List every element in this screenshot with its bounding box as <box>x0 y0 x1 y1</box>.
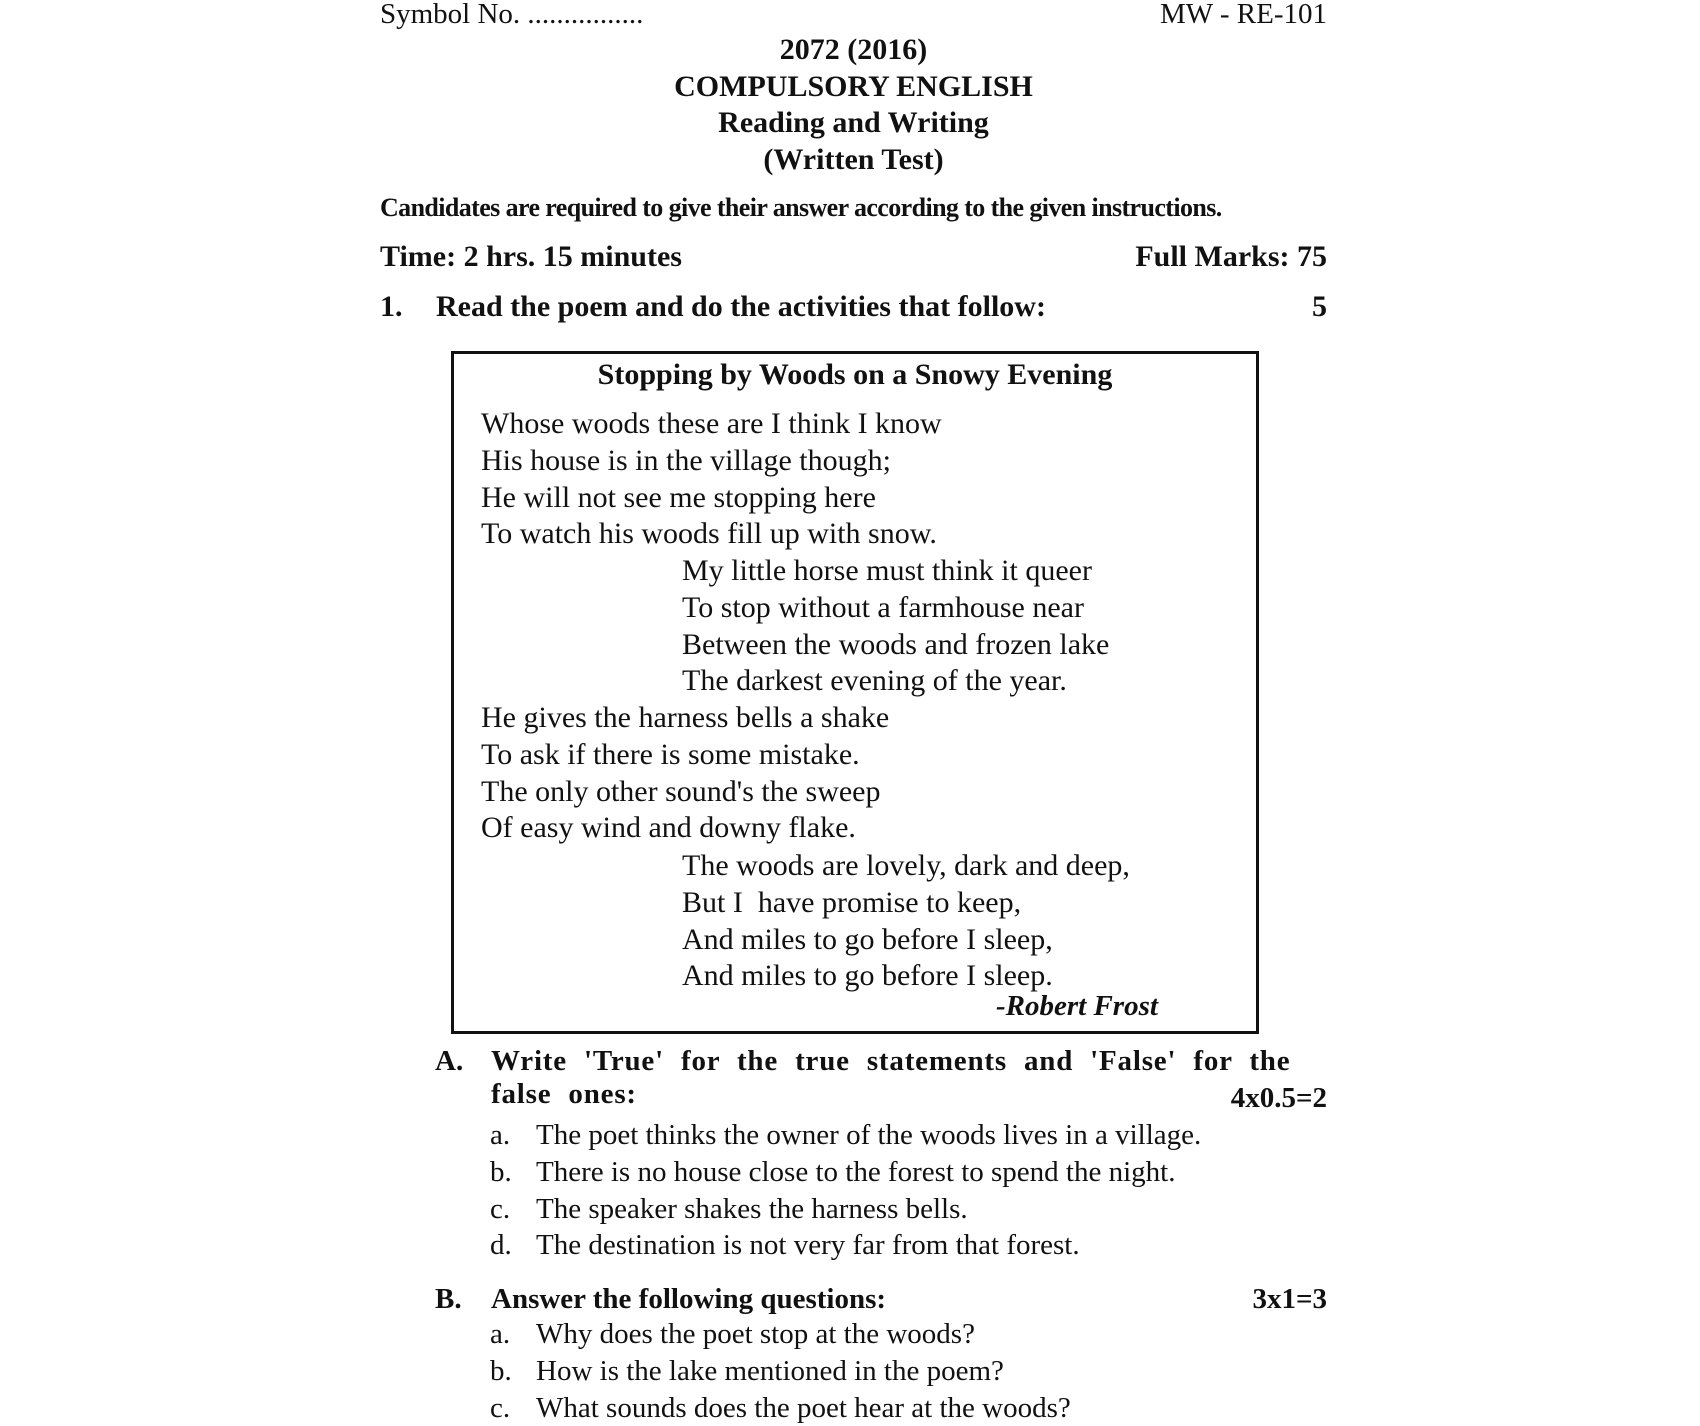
list-item <box>490 1227 1201 1264</box>
item-letter: a. <box>490 1318 511 1350</box>
poem-title: Stopping by Woods on a Snowy Evening <box>597 358 1113 391</box>
poem-line: Between the woods and frozen lake <box>682 627 1110 661</box>
item-letter: b. <box>490 1354 512 1387</box>
poem-line: To watch his woods fill up with snow. <box>481 517 937 551</box>
item-letter: a. <box>490 1119 511 1151</box>
poem-line: His house is in the village though; <box>481 443 891 477</box>
time-marks-row <box>380 240 1327 274</box>
section-instruction: Answer the following questions: <box>491 1283 887 1315</box>
general-instructions: Candidates are required to give their answer according to the given instructions. <box>380 193 1222 222</box>
poem-stanza <box>481 700 889 847</box>
paper-code: MW - RE-101 <box>1159 0 1327 30</box>
poem-line: He gives the harness bells a shake <box>481 701 890 734</box>
poem-author: -Robert Frost <box>996 990 1158 1022</box>
section-a-heading <box>435 1045 1327 1125</box>
paper-title: Reading and Writing <box>718 106 989 139</box>
poem-line: But I have promise to keep, <box>682 885 1022 919</box>
poem-line: Of easy wind and downy flake. <box>481 811 856 845</box>
poem-line: And miles to go before I sleep, <box>682 922 1053 956</box>
section-b-items <box>490 1316 1071 1426</box>
section-instruction: Write 'True' for the true statements and 'False' for the false ones: <box>491 1045 1291 1110</box>
poem-line: To ask if there is some mistake. <box>481 737 860 771</box>
list-item <box>490 1353 1071 1390</box>
question-marks: 5 <box>1312 290 1327 323</box>
poem-line: He will not see me stopping here <box>481 480 876 514</box>
item-text: Why does the poet stop at the woods? <box>536 1318 975 1350</box>
poem-line: To stop without a farmhouse near <box>682 590 1084 624</box>
item-letter: c. <box>490 1391 511 1424</box>
full-marks: Full Marks: 75 <box>1135 240 1327 273</box>
item-text: The speaker shakes the harness bells. <box>536 1192 968 1225</box>
section-letter: A. <box>435 1045 464 1077</box>
poem-line: The only other sound's the sweep <box>481 774 881 808</box>
section-a-items <box>490 1117 1201 1264</box>
section-letter: B. <box>435 1283 462 1315</box>
list-item <box>490 1191 1201 1228</box>
poem-line: My little horse must think it queer <box>682 554 1092 587</box>
exam-year: 2072 (2016) <box>779 33 928 66</box>
item-text: What sounds does the poet hear at the woods? <box>536 1391 1071 1424</box>
symbol-number: Symbol No. ................ <box>380 0 644 30</box>
subject-title: COMPULSORY ENGLISH <box>674 70 1033 103</box>
item-text: There is no house close to the forest to spend the night. <box>536 1155 1176 1188</box>
list-item <box>490 1117 1201 1154</box>
item-letter: c. <box>490 1192 511 1225</box>
poem-box <box>451 351 1259 1034</box>
poem-line: And miles to go before I sleep. <box>682 959 1053 993</box>
item-letter: b. <box>490 1155 512 1188</box>
item-text: The destination is not very far from that forest. <box>536 1229 1080 1262</box>
list-item <box>490 1316 1071 1353</box>
test-type: (Written Test) <box>763 143 944 176</box>
time-allowed: Time: 2 hrs. 15 minutes <box>380 240 682 273</box>
question-1 <box>380 290 1327 324</box>
item-letter: d. <box>490 1229 512 1262</box>
list-item <box>490 1154 1201 1191</box>
item-text: How is the lake mentioned in the poem? <box>536 1354 1004 1387</box>
question-text: Read the poem and do the activities that follow: <box>436 290 1046 323</box>
poem-line: Whose woods these are I think I know <box>481 407 942 440</box>
poem-line: The woods are lovely, dark and deep, <box>682 849 1130 882</box>
poem-stanza <box>682 553 1109 700</box>
poem-line: The darkest evening of the year. <box>682 664 1067 698</box>
poem-stanza <box>682 848 1130 995</box>
poem-stanza <box>481 406 942 553</box>
section-marks: 4x0.5=2 <box>1230 1082 1327 1114</box>
section-marks: 3x1=3 <box>1252 1283 1327 1315</box>
list-item <box>490 1390 1071 1426</box>
question-number: 1. <box>380 290 403 323</box>
item-text: The poet thinks the owner of the woods lives in a village. <box>536 1119 1202 1151</box>
